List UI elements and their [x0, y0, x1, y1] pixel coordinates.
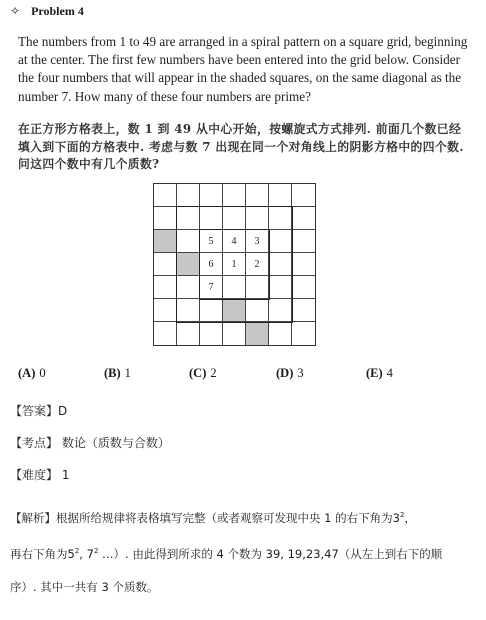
- grid-cell: [292, 276, 315, 299]
- grid-cell: [246, 207, 269, 230]
- choice-value: 1: [124, 366, 131, 380]
- grid-cell: [246, 184, 269, 207]
- grid-cell: [223, 322, 246, 345]
- grid-cell: 1: [223, 253, 246, 276]
- grid-cell: [154, 299, 177, 322]
- problem-title: Problem 4: [31, 4, 84, 18]
- grid-cell: 4: [223, 230, 246, 253]
- grid-cell: [269, 230, 292, 253]
- grid-cell: [154, 276, 177, 299]
- choice-d[interactable]: [276, 366, 304, 381]
- grid-cell-shaded: [223, 299, 246, 322]
- grid-cell-shaded: [177, 253, 200, 276]
- grid-cell: [223, 184, 246, 207]
- grid-cell: [269, 276, 292, 299]
- grid-cell: [154, 184, 177, 207]
- problem-header: [10, 4, 84, 19]
- grid-cell-shaded: [246, 322, 269, 345]
- grid-cell-shaded: [154, 230, 177, 253]
- analysis-line-3: 序）. 其中一共有 3 个质数。: [10, 580, 159, 594]
- grid-cell: [177, 299, 200, 322]
- grid-cell: [177, 230, 200, 253]
- grid-cell: [200, 207, 223, 230]
- grid-cell: [269, 322, 292, 345]
- grid-cell: [269, 184, 292, 207]
- grid-cell: [154, 253, 177, 276]
- problem-text-chinese: 在正方形方格表上，数 1 到 49 从中心开始，按螺旋式方式排列. 前面几个数已经填入到下面的方格表中. 考虑与数 7 出现在同一个对角线上的阴影方格中的四个数. 问这四个数中有几个质数?: [18, 122, 464, 171]
- grid-cell: [246, 299, 269, 322]
- grid-cell: [223, 276, 246, 299]
- grid-cell: [269, 207, 292, 230]
- grid-cell: [177, 276, 200, 299]
- grid-cell: [292, 207, 315, 230]
- grid-cell: [269, 253, 292, 276]
- grid-cell: 3: [246, 230, 269, 253]
- grid-cell: [177, 184, 200, 207]
- analysis-line-1: 【解析】根据所给规律将表格填写完整（或者观察可发现中央 1 的右下角为$3^2$，: [10, 511, 416, 525]
- grid-cell: [223, 207, 246, 230]
- grid-cell: [154, 207, 177, 230]
- choice-e[interactable]: [366, 366, 393, 381]
- grid-cell: [200, 322, 223, 345]
- grid-cell: 5: [200, 230, 223, 253]
- choice-value: 2: [210, 366, 217, 380]
- choice-a[interactable]: [18, 366, 46, 381]
- choice-letter: (B): [104, 366, 121, 380]
- grid-cell: [292, 253, 315, 276]
- choice-letter: (C): [189, 366, 207, 380]
- grid-cell: [292, 299, 315, 322]
- problem-text-english: The numbers from 1 to 49 are arranged in a spiral pattern on a square grid, beginning at the center. The first few numbers have been entered into the grid below. Consider the four numbers that will appear in the shaded squares, on the same diagonal as the number 7. How many of these four numbers are prime?: [18, 34, 468, 104]
- grid-cell: [292, 322, 315, 345]
- grid-cell: [292, 184, 315, 207]
- diamond-bullet-icon: ✧: [10, 4, 21, 18]
- analysis-line-2: 再右下角为$5^2$, $7^2$ …）. 由此得到所求的 4 个数为 39, 19,23,47（从左上到右下的顺: [10, 547, 443, 561]
- choice-value: 0: [39, 366, 46, 380]
- choice-letter: (E): [366, 366, 383, 380]
- grid-cell: [177, 207, 200, 230]
- analysis-block: [10, 499, 472, 604]
- spiral-grid: [154, 184, 315, 345]
- grid-cell: [177, 322, 200, 345]
- answer-line: 【答案】D: [10, 404, 68, 418]
- grid-cell: 7: [200, 276, 223, 299]
- topic-line: 【考点】 数论（质数与合数）: [10, 436, 170, 450]
- grid-cell: [292, 230, 315, 253]
- grid-cell: [200, 299, 223, 322]
- grid-cell: 6: [200, 253, 223, 276]
- choice-value: 4: [386, 366, 393, 380]
- grid-cell: 2: [246, 253, 269, 276]
- difficulty-line: 【难度】 1: [10, 468, 70, 482]
- grid-cell: [246, 276, 269, 299]
- choice-b[interactable]: [104, 366, 131, 381]
- grid-cell: [200, 184, 223, 207]
- choice-letter: (D): [276, 366, 294, 380]
- choice-c[interactable]: [189, 366, 217, 381]
- choice-value: 3: [297, 366, 304, 380]
- choice-letter: (A): [18, 366, 36, 380]
- grid-cell: [269, 299, 292, 322]
- grid-cell: [154, 322, 177, 345]
